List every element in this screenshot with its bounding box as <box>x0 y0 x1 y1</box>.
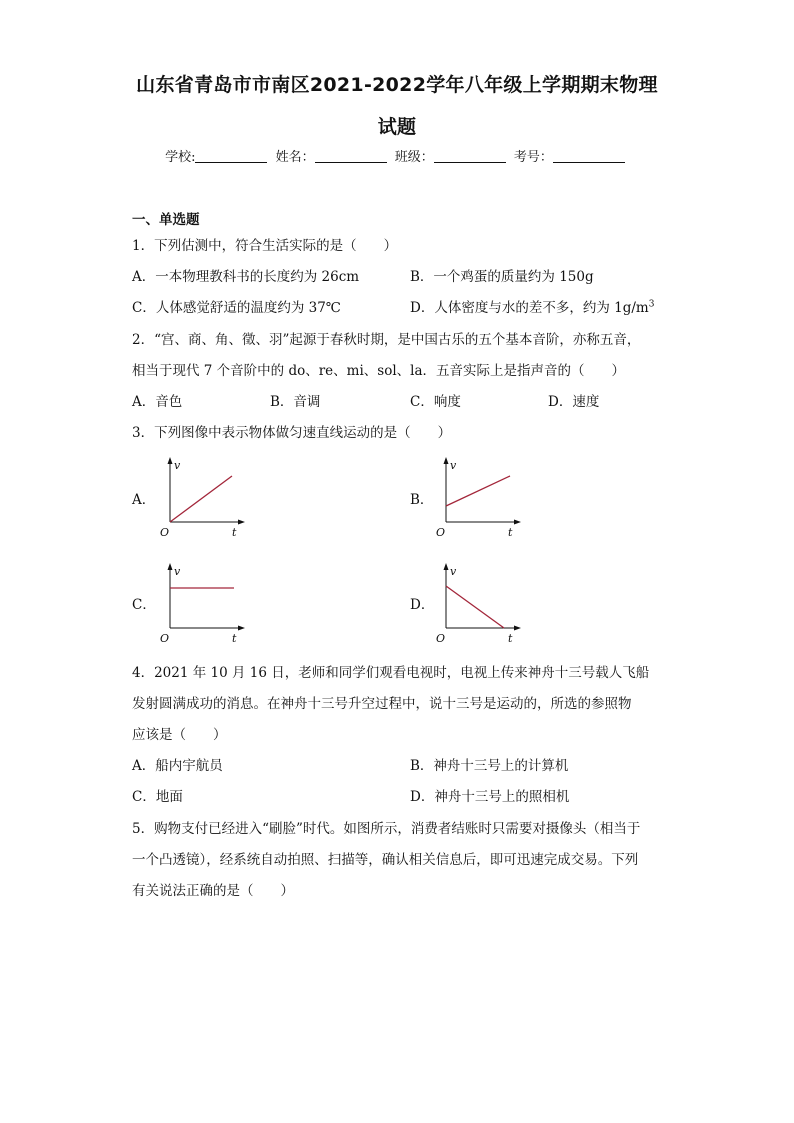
exam-title-line2: 试题 <box>377 116 417 138</box>
q3-graph-d <box>434 560 524 650</box>
q3-option-d-label: D． <box>410 597 435 613</box>
q2-option-c: C．响度 <box>410 394 461 410</box>
q5-stem-line2: 一个凸透镜），经系统自动拍照、扫描等，确认相关信息后，即可迅速完成交易。下列 <box>132 852 639 868</box>
velocity-line <box>170 476 232 522</box>
y-axis-arrow <box>444 457 449 464</box>
q4-stem-line2: 发射圆满成功的消息。在神舟十三号升空过程中，说十三号是运动的，所选的参照物 <box>132 696 632 712</box>
t-label: t <box>508 632 513 645</box>
origin-label: O <box>436 632 446 645</box>
x-axis-arrow <box>514 626 521 631</box>
q2-option-d: D．速度 <box>548 394 600 410</box>
q1-option-d: D．人体密度与水的差不多，约为 $1g/m^3$ <box>410 299 655 316</box>
exam-number-label: 考号： <box>513 150 553 165</box>
q1-stem: 1．下列估测中，符合生活实际的是（ ） <box>132 238 398 254</box>
v-label: v <box>174 459 181 472</box>
q3-graph-b <box>434 454 524 544</box>
x-axis-arrow <box>514 520 521 525</box>
q1-option-c: C．人体感觉舒适的温度约为 37℃ <box>132 300 341 316</box>
name-blank[interactable] <box>315 150 387 163</box>
v-label: v <box>450 459 457 472</box>
school-label: 学校: <box>165 150 196 165</box>
q2-stem-line1: 2．“宫、商、角、徵、羽”起源于春秋时期，是中国古乐的五个基本音阶，亦称五音， <box>132 332 641 348</box>
q5-stem-line1: 5．购物支付已经进入“刷脸”时代。如图所示，消费者结账时只需要对摄像头（相当于 <box>132 821 641 837</box>
q3-option-a-label: A． <box>132 492 156 508</box>
q3-graph-a <box>158 454 248 544</box>
t-label: t <box>232 526 237 539</box>
q5-stem-line3: 有关说法正确的是（ ） <box>132 883 294 899</box>
q2-option-b: B．音调 <box>270 394 321 410</box>
q4-option-c: C．地面 <box>132 789 183 805</box>
y-axis-arrow <box>168 563 173 570</box>
q4-stem-line1: 4．2021 年 10 月 16 日，老师和同学们观看电视时，电视上传来神舟十三号载人飞船 <box>132 665 650 681</box>
v-label: v <box>450 565 457 578</box>
y-axis-arrow <box>444 563 449 570</box>
class-label: 班级： <box>394 150 434 165</box>
q3-option-b-label: B． <box>410 492 434 508</box>
origin-label: O <box>436 526 446 539</box>
class-blank[interactable] <box>434 150 506 163</box>
exam-number-blank[interactable] <box>553 150 625 163</box>
velocity-line <box>446 476 510 506</box>
q4-stem-line3: 应该是（ ） <box>132 727 227 743</box>
name-label: 姓名： <box>275 150 315 165</box>
q1-option-a: A．一本物理教科书的长度约为 26cm <box>132 269 360 285</box>
school-blank[interactable] <box>195 150 267 163</box>
section-heading: 一、单选题 <box>132 212 200 228</box>
t-label: t <box>508 526 513 539</box>
y-axis-arrow <box>168 457 173 464</box>
q3-graph-c <box>158 560 248 650</box>
student-info-row <box>0 146 794 165</box>
origin-label: O <box>160 632 170 645</box>
q2-option-a: A．音色 <box>132 394 183 410</box>
x-axis-arrow <box>238 626 245 631</box>
velocity-line <box>446 586 504 628</box>
q4-option-b: B．神舟十三号上的计算机 <box>410 758 569 774</box>
v-label: v <box>174 565 181 578</box>
origin-label: O <box>160 526 170 539</box>
exam-title-line1: 山东省青岛市市南区2021-2022学年八年级上学期期末物理 <box>136 74 658 96</box>
x-axis-arrow <box>238 520 245 525</box>
q4-option-d: D．神舟十三号上的照相机 <box>410 789 570 805</box>
q3-stem: 3．下列图像中表示物体做匀速直线运动的是（ ） <box>132 425 452 441</box>
q1-option-b: B．一个鸡蛋的质量约为 150g <box>410 269 594 285</box>
q4-option-a: A．船内宇航员 <box>132 758 223 774</box>
t-label: t <box>232 632 237 645</box>
q2-stem-line2: 相当于现代 7 个音阶中的 do、re、mi、sol、la．五音实际上是指声音的（ ） <box>132 363 626 379</box>
q3-option-c-label: C． <box>132 597 156 613</box>
